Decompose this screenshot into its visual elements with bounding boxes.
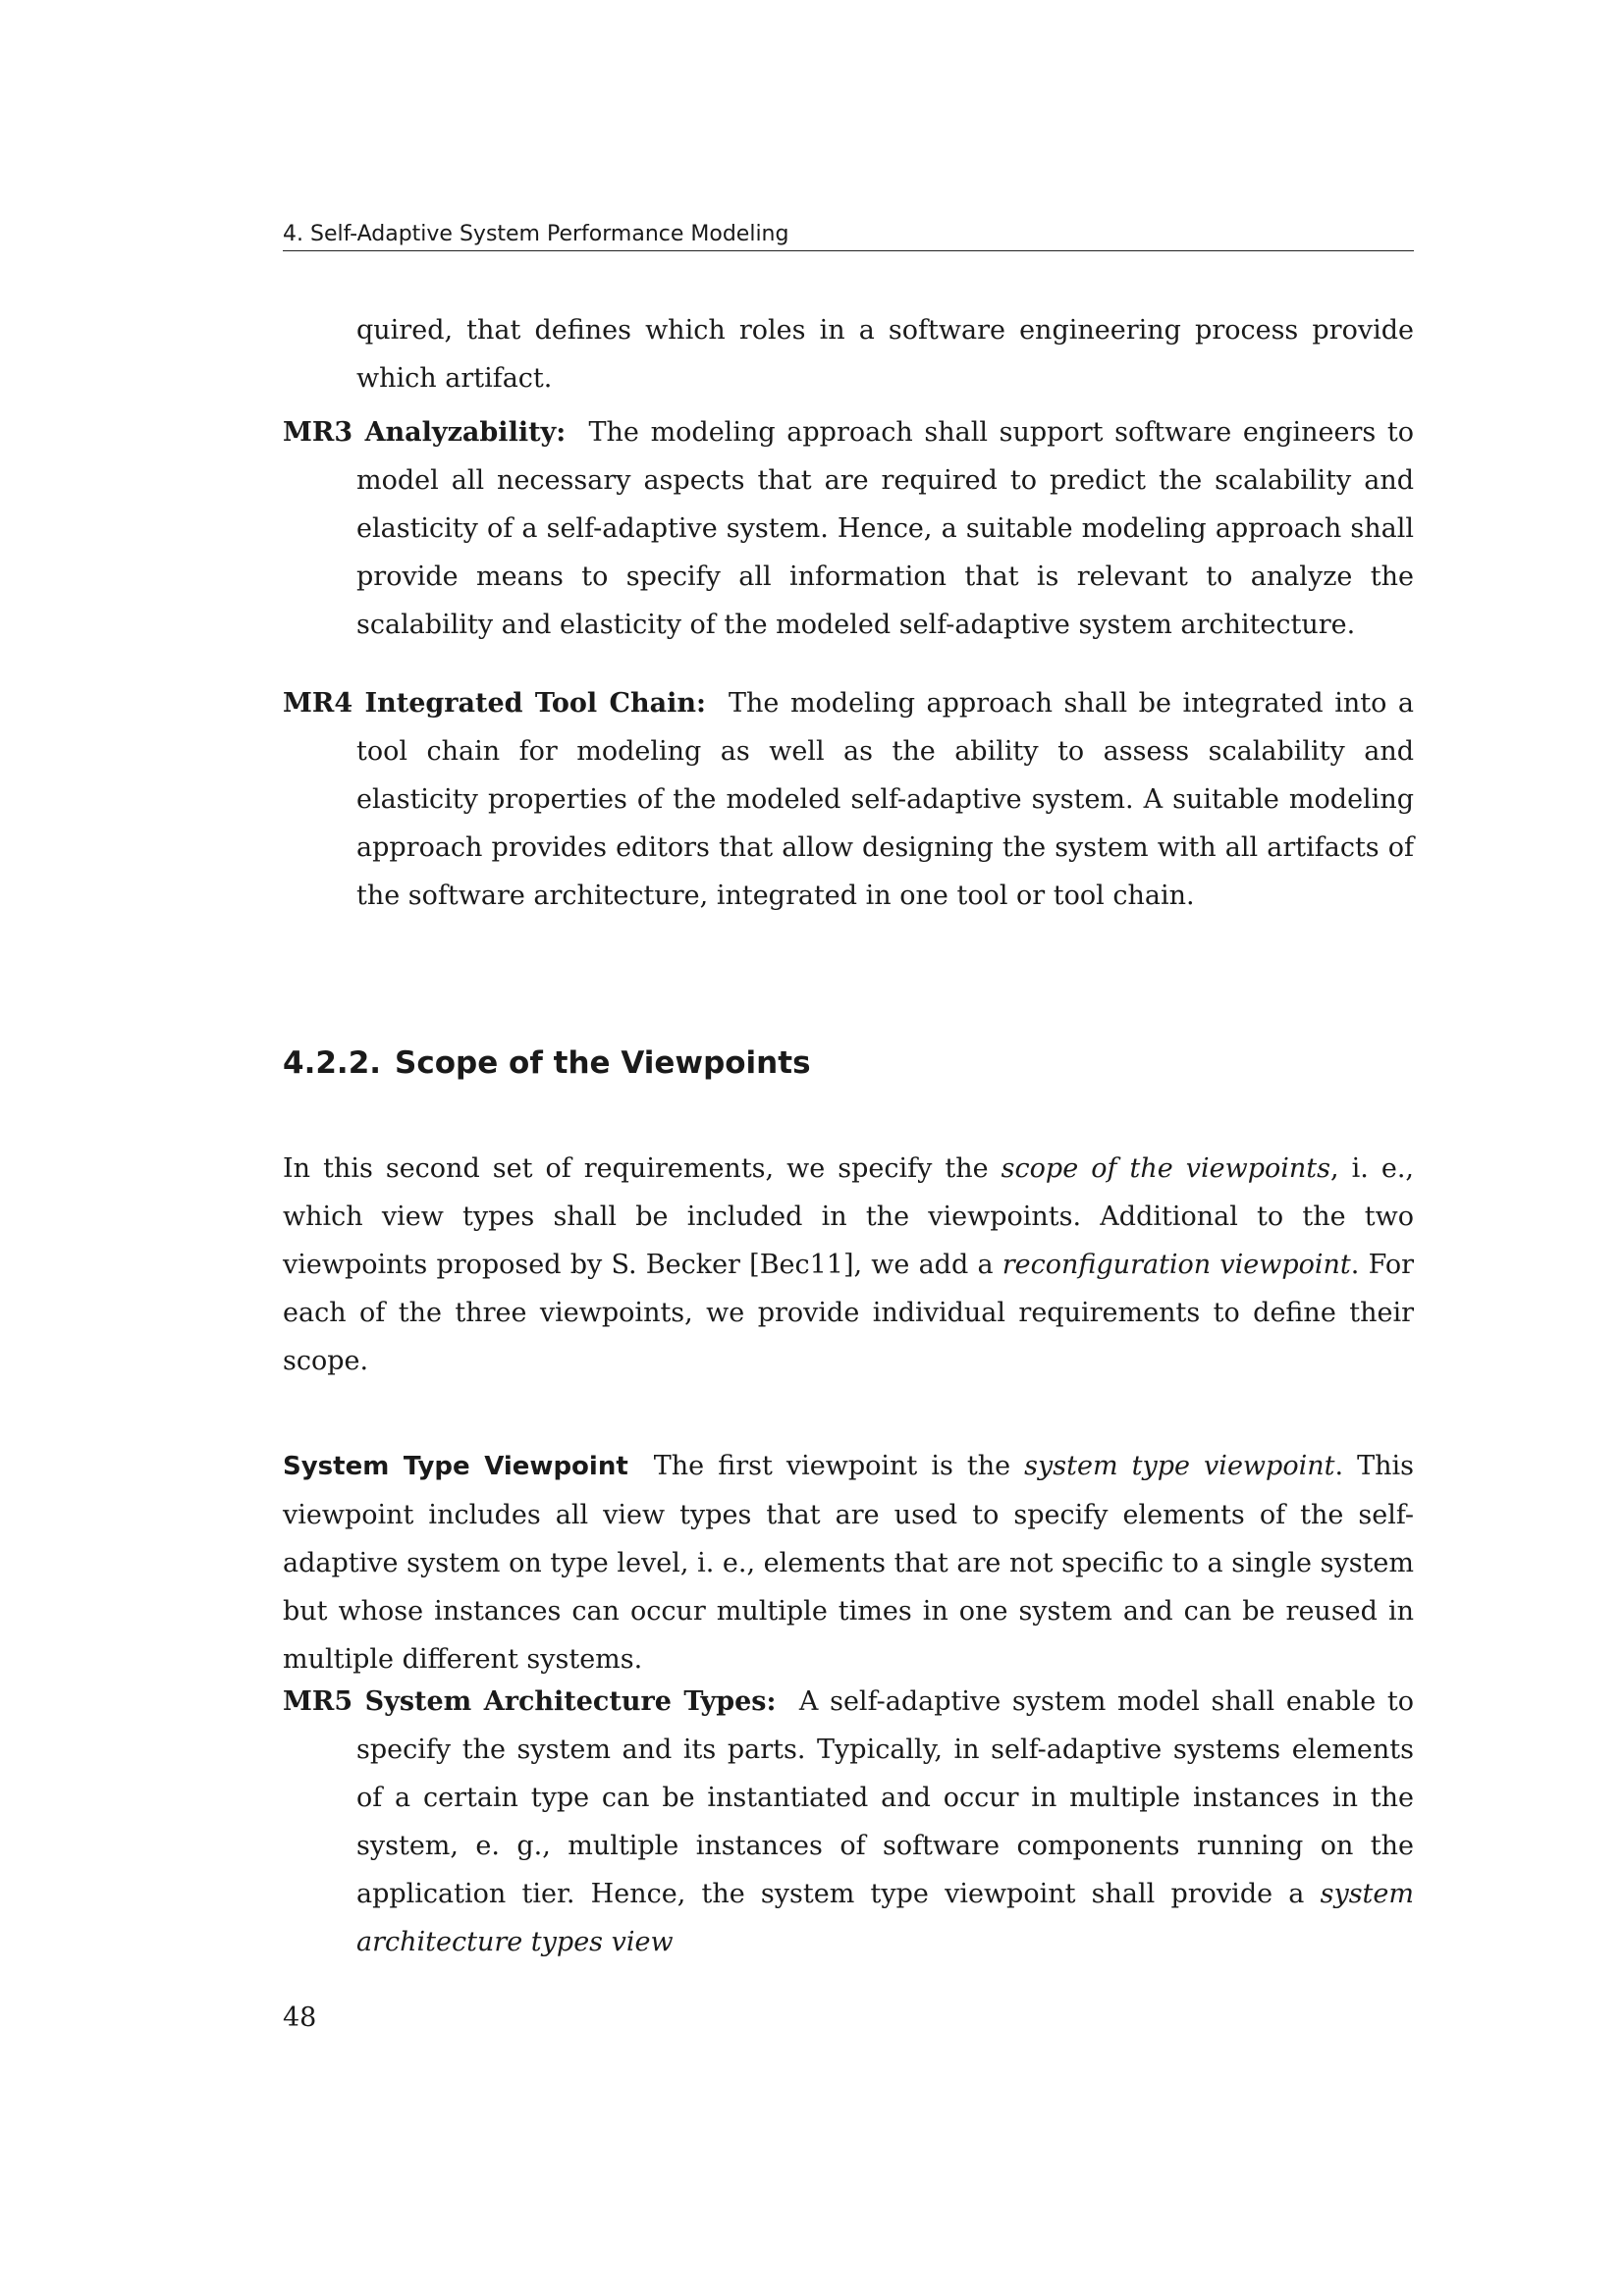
intro-paragraph	[283, 1145, 1414, 1385]
requirement-emphasis: system architecture types view	[356, 1879, 1414, 1957]
paragraph-emphasis: system type viewpoint	[1024, 1451, 1335, 1481]
intro-text: In this second set of requirements, we specify the	[283, 1153, 1001, 1184]
requirement-label: MR5 System Architecture Types:	[283, 1686, 777, 1717]
requirement-label: MR3 Analyzability:	[283, 417, 567, 448]
page-number: 48	[283, 2002, 317, 2033]
requirement-text: A self-adaptive system model shall enable to specify the system and its parts. Typically, in self-adaptive systems elements of a certain type can be instantiated and occur in multiple instances in the system, e. g., multiple instances of software components running on the application tier. Hence, the system type viewpoint shall provide a	[356, 1686, 1414, 1909]
section-heading	[283, 1045, 811, 1081]
requirement-text: The modeling approach shall be integrated into a tool chain for modeling as well as the ability to assess scalability and elasticity properties of the modeled self-adaptive system. A suitable modeling approach provides editors that allow designing the system with all artifacts of the software architecture, integrated in one tool or tool chain.	[356, 688, 1415, 911]
running-head: 4. Self-Adaptive System Performance Modeling	[283, 222, 1414, 251]
requirement-label: MR4 Integrated Tool Chain:	[283, 688, 706, 719]
intro-emphasis: reconfiguration viewpoint	[1001, 1250, 1351, 1280]
intro-text: . For each of the three viewpoints, we provide individual requirements to define their scope.	[283, 1250, 1414, 1376]
intro-emphasis: scope of the viewpoints	[1001, 1153, 1330, 1184]
requirement-mr4	[283, 679, 1414, 920]
section-title: Scope of the Viewpoints	[395, 1045, 811, 1081]
requirement-mr5	[283, 1678, 1414, 1966]
intro-text: , i. e., which view types shall be included in the viewpoints. Additional to the two viewpoints proposed by S. Becker [Bec11], we add a	[283, 1153, 1414, 1280]
paragraph-heading: System Type Viewpoint	[283, 1452, 628, 1481]
paragraph-text: The first viewpoint is the	[653, 1451, 1025, 1481]
paragraph-text: . This viewpoint includes all view types that are used to specify elements of the self-adaptive system on type level, i. e., elements that are not specific to a single system but whose instances can occur multiple times in one system and can be reused in multiple different systems.	[283, 1451, 1414, 1675]
section-number: 4.2.2.	[283, 1045, 382, 1081]
system-type-paragraph	[283, 1442, 1414, 1683]
requirement-mr3	[283, 408, 1414, 649]
continuation-paragraph: quired, that defines which roles in a software engineering process provide which artifact.	[356, 315, 1414, 394]
requirement-text: The modeling approach shall support software engineers to model all necessary aspects that are required to predict the scalability and elasticity of a self-adaptive system. Hence, a suitable modeling approach shall provide means to specify all information that is relevant to analyze the scalability and elasticity of the modeled self-adaptive system architecture.	[356, 417, 1414, 640]
